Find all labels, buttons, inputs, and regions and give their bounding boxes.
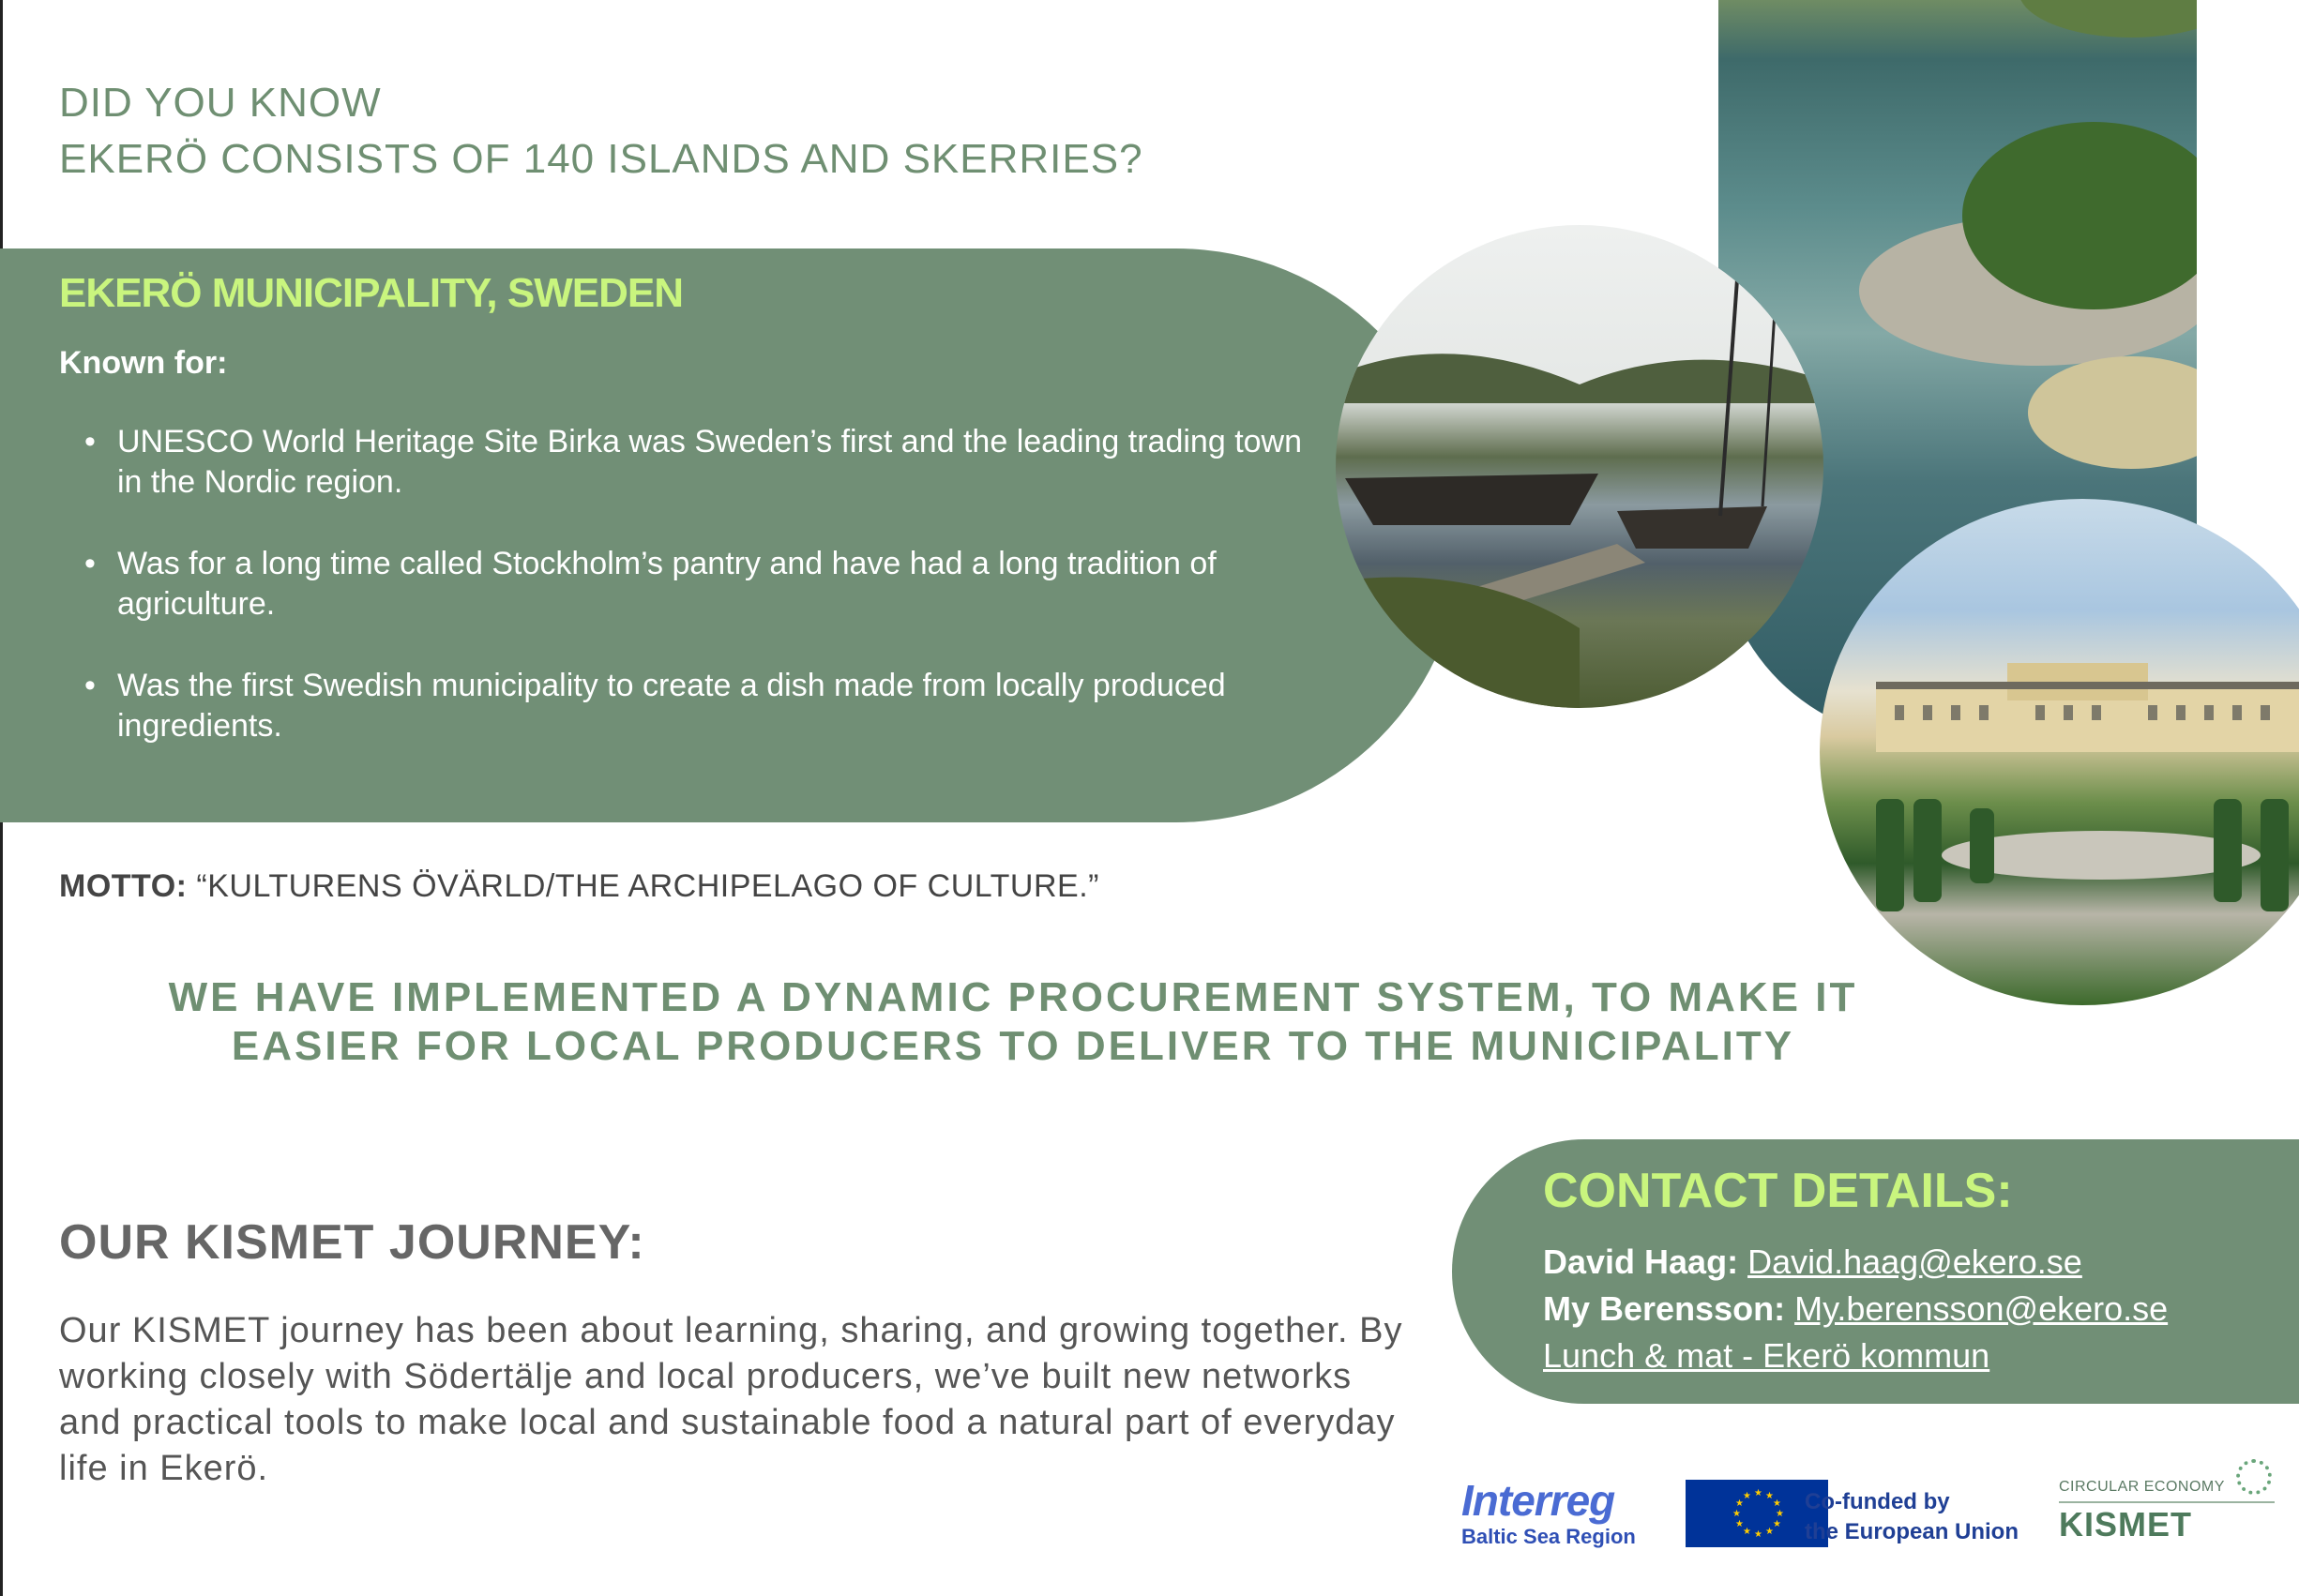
contact-name: David Haag: [1543, 1242, 1739, 1281]
svg-text:★: ★ [1735, 1498, 1744, 1509]
headline-line1: WE HAVE IMPLEMENTED A DYNAMIC PROCUREMENT SYSTEM, TO MAKE IT [168, 974, 1858, 1020]
did-you-know-line2: EKERÖ CONSISTS OF 140 ISLANDS AND SKERRIES? [59, 136, 1143, 182]
contact-title: CONTACT DETAILS: [1543, 1164, 2013, 1218]
viking-boats-photo [1336, 225, 1823, 708]
did-you-know-heading [59, 75, 1143, 188]
interreg-logo [1461, 1478, 1663, 1549]
interreg-subtitle: Baltic Sea Region [1461, 1525, 1636, 1548]
eu-line1: Co-funded by [1805, 1489, 1950, 1514]
list-item: • UNESCO World Heritage Site Birka was Sweden’s first and the leading trading town in the Nordic region. [84, 422, 1332, 503]
municipality-title: EKERÖ MUNICIPALITY, SWEDEN [59, 270, 684, 316]
headline-line2: EASIER FOR LOCAL PRODUCERS TO DELIVER TO THE MUNICIPALITY [231, 1023, 1795, 1069]
kismet-tagline: CIRCULAR ECONOMY [2059, 1479, 2225, 1495]
list-item: • Was the first Swedish municipality to create a dish made from locally produced ingredients. [84, 666, 1332, 746]
lunch-mat-link[interactable]: Lunch & mat - Ekerö kommun [1543, 1336, 1990, 1375]
svg-text:★: ★ [1743, 1491, 1751, 1501]
contact-david [1543, 1242, 2082, 1282]
did-you-know-line1: DID YOU KNOW [59, 80, 382, 126]
island-shape [2019, 0, 2197, 38]
svg-text:★: ★ [1765, 1491, 1774, 1501]
svg-text:★: ★ [1773, 1498, 1781, 1509]
list-item: • Was for a long time called Stockholm’s pantry and have had a long tradition of agriculture. [84, 544, 1332, 625]
eu-cofunded-text [1805, 1487, 2019, 1547]
svg-text:★: ★ [1765, 1527, 1774, 1537]
journey-title: OUR KISMET JOURNEY: [59, 1215, 645, 1270]
svg-text:★: ★ [1754, 1488, 1762, 1498]
known-for-label: Known for: [59, 345, 228, 381]
boats-illustration [1336, 225, 1823, 708]
svg-text:★: ★ [1735, 1519, 1744, 1529]
svg-text:★: ★ [1754, 1529, 1762, 1540]
interreg-wordmark: Interreg [1461, 1476, 1615, 1525]
contact-my [1543, 1289, 2168, 1329]
svg-text:★: ★ [1743, 1527, 1751, 1537]
svg-text:★: ★ [1732, 1509, 1741, 1519]
island-shape [2028, 356, 2197, 469]
contact-name: My Berensson: [1543, 1289, 1786, 1328]
motto [59, 868, 1099, 905]
contact-web [1543, 1336, 1989, 1376]
svg-text:★: ★ [1776, 1509, 1784, 1519]
email-link[interactable]: My.berensson@ekero.se [1794, 1289, 2169, 1328]
eu-line2: the European Union [1805, 1519, 2019, 1544]
divider [2059, 1501, 2275, 1503]
svg-text:★: ★ [1773, 1519, 1781, 1529]
motto-label: MOTTO: [59, 868, 188, 904]
kismet-wordmark: KISMET [2059, 1505, 2193, 1543]
email-link[interactable]: David.haag@ekero.se [1747, 1242, 2082, 1281]
known-for-list [84, 422, 1332, 788]
procurement-headline [0, 973, 2026, 1071]
circular-economy-icon [2236, 1459, 2272, 1495]
journey-text: Our KISMET journey has been about learning, sharing, and growing together. By working closely with Södertälje and local producers, we’ve built new networks and practical tools to make local and sustainable food a natural part of everyday life in Ekerö. [59, 1311, 1403, 1488]
motto-text: “KULTURENS ÖVÄRLD/THE ARCHIPELAGO OF CULTURE.” [187, 868, 1099, 904]
